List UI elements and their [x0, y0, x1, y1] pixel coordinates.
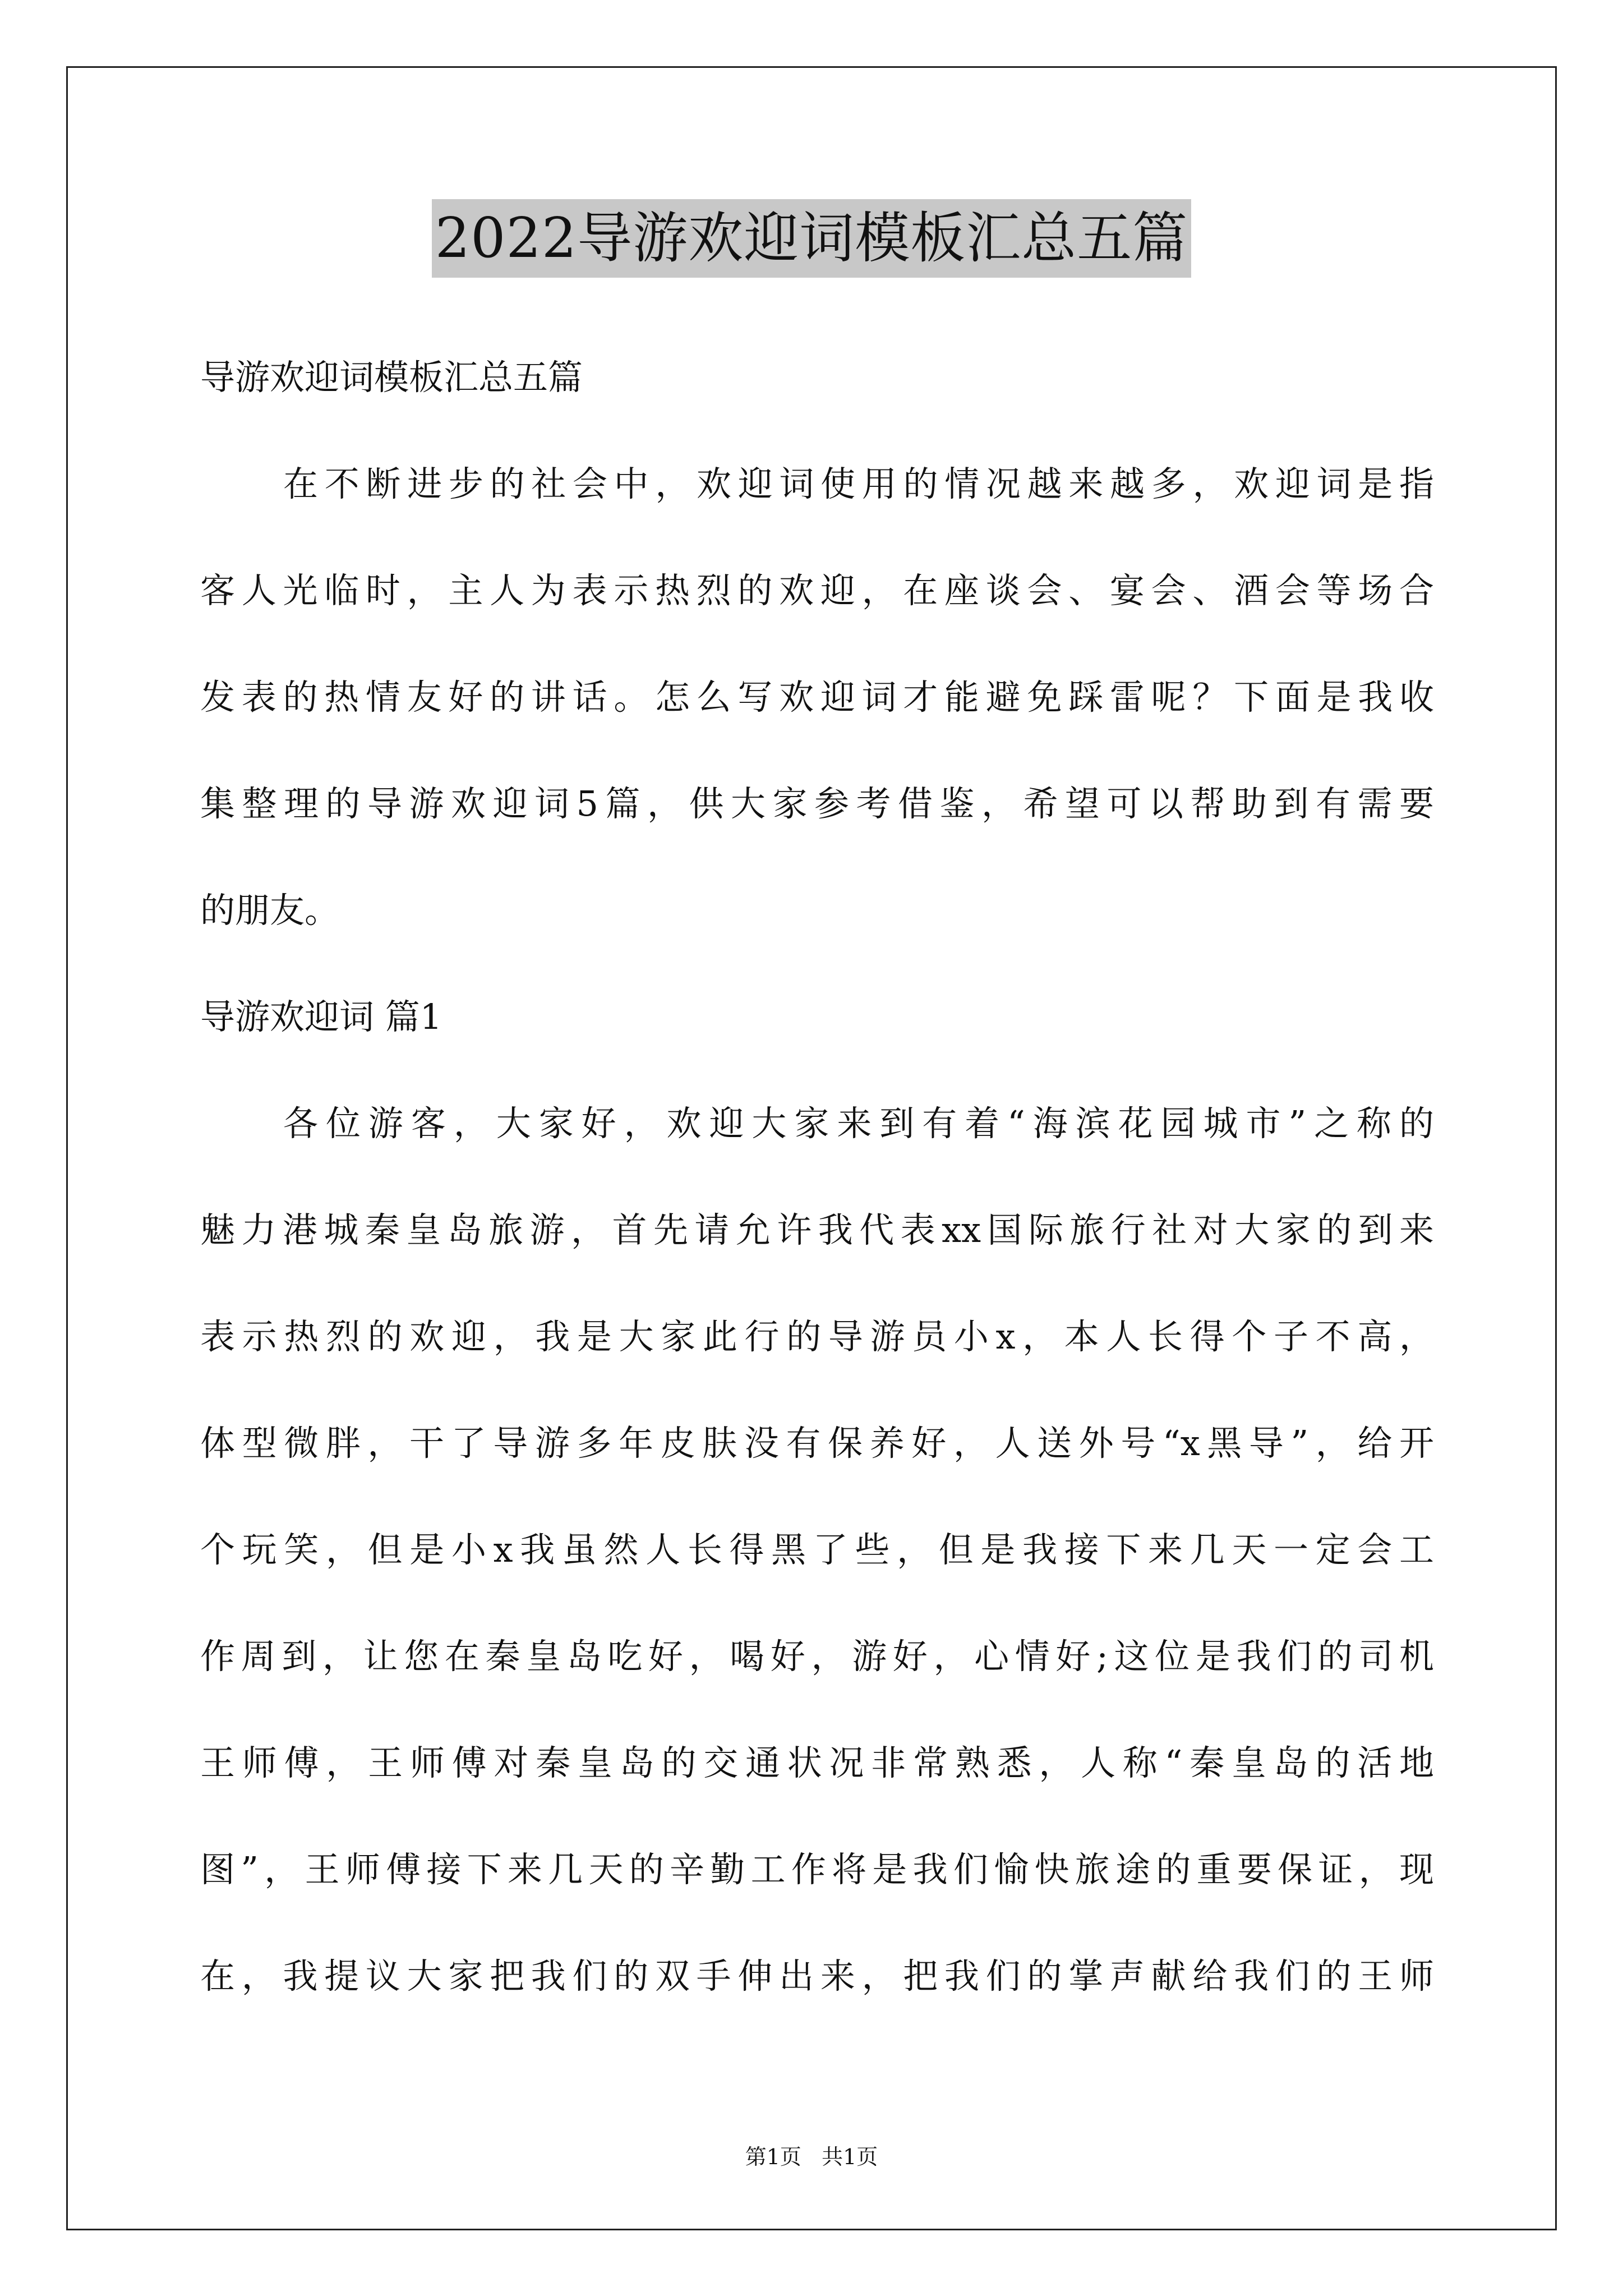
paragraph-line: 表示热烈的欢迎，我是大家此行的导游员小x，本人长得个子不高，: [200, 1316, 1434, 1357]
document-title: 2022导游欢迎词模板汇总五篇: [432, 199, 1191, 278]
paragraph-line: 集整理的导游欢迎词5篇，供大家参考借鉴，希望可以帮助到有需要: [200, 783, 1434, 824]
subtitle-line: 导游欢迎词模板汇总五篇: [200, 357, 583, 398]
paragraph-line: 发表的热情友好的讲话。怎么写欢迎词才能避免踩雷呢？下面是我收: [200, 677, 1434, 717]
paragraph-line: 在不断进步的社会中，欢迎词使用的情况越来越多，欢迎词是指: [283, 463, 1434, 504]
section-heading: 导游欢迎词 篇1: [200, 996, 442, 1037]
paragraph-line: 个玩笑，但是小x我虽然人长得黑了些，但是我接下来几天一定会工: [200, 1529, 1434, 1570]
title-container: [0, 199, 1623, 278]
paragraph-line: 在，我提议大家把我们的双手伸出来，把我们的掌声献给我们的王师: [200, 1955, 1434, 1996]
paragraph-line: 体型微胖，干了导游多年皮肤没有保养好，人送外号“x黑导”，给开: [200, 1423, 1434, 1464]
paragraph-line: 图”，王师傅接下来几天的辛勤工作将是我们愉快旅途的重要保证，现: [200, 1849, 1434, 1890]
paragraph-line: 各位游客，大家好，欢迎大家来到有着“海滨花园城市”之称的: [283, 1103, 1434, 1144]
page-footer: 第1页 共1页: [745, 2145, 878, 2169]
paragraph-line: 客人光临时，主人为表示热烈的欢迎，在座谈会、宴会、酒会等场合: [200, 570, 1434, 611]
paragraph-line: 作周到，让您在秦皇岛吃好，喝好，游好，心情好;这位是我们的司机: [200, 1636, 1434, 1677]
paragraph-line: 王师傅，王师傅对秦皇岛的交通状况非常熟悉，人称“秦皇岛的活地: [200, 1742, 1434, 1783]
paragraph-line: 魅力港城秦皇岛旅游，首先请允许我代表xx国际旅行社对大家的到来: [200, 1209, 1434, 1250]
document-body: [200, 324, 1434, 2030]
paragraph-line: 的朋友。: [200, 890, 340, 931]
